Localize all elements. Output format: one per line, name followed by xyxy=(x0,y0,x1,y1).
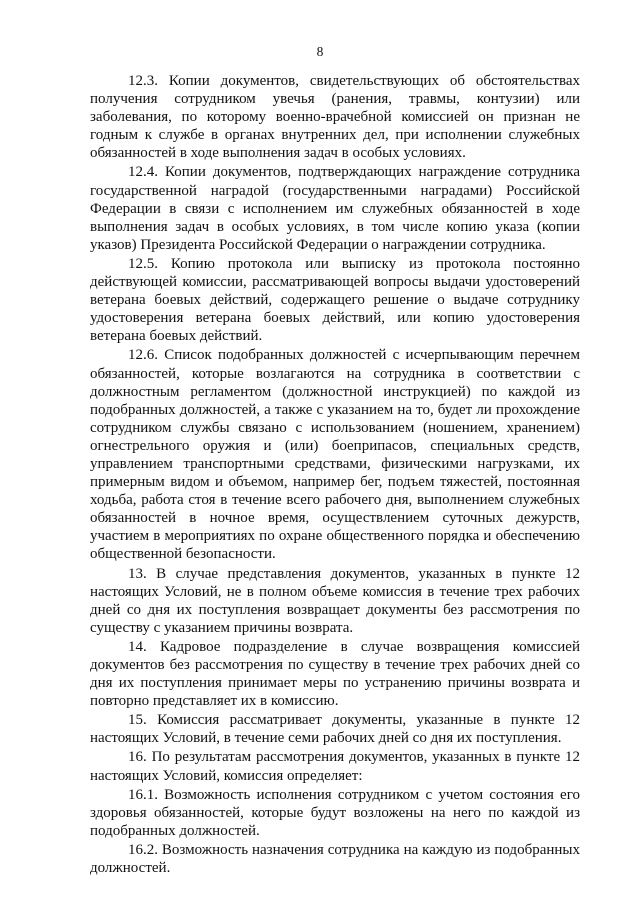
document-body xyxy=(90,72,580,877)
paragraph-16-1: 16.1. Возможность исполнения сотрудником с учетом состояния его здоровья обязанностей, которые будут возложены на него по каждой из подобранных должностей. xyxy=(90,786,580,839)
paragraph-12-3: 12.3. Копии документов, свидетельствующих об обстоятельствах получения сотрудником увечья (ранения, травмы, контузии) или заболевания, по которому военно-врачебной комиссией он признан не годным к службе в органах внутренних дел, при исполнении служебных обязанностей в ходе выполнения задач в особых условиях. xyxy=(90,73,580,162)
page-number: 8 xyxy=(316,44,324,59)
paragraph-13: 13. В случае представления документов, указанных в пункте 12 настоящих Условий, не в полном объеме комиссия в течение трех рабочих дней со дня их поступления возвращает документы без рассмотрения по существу с указанием причины возврата. xyxy=(90,565,580,636)
paragraph-16: 16. По результатам рассмотрения документов, указанных в пункте 12 настоящих Условий, комиссия определяет: xyxy=(90,749,580,784)
paragraph-12-5: 12.5. Копию протокола или выписку из протокола постоянно действующей комиссии, рассматривающей вопросы выдачи удостоверений ветерана боевых действий, содержащего решение о выдаче сотруднику удостоверения ветерана боевых действий, или копию удостоверения ветерана боевых действий. xyxy=(90,255,580,345)
paragraph-15: 15. Комиссия рассматривает документы, указанные в пункте 12 настоящих Условий, в течение семи рабочих дней со дня их поступления. xyxy=(90,712,580,747)
paragraph-16-2: 16.2. Возможность назначения сотрудника на каждую из подобранных должностей. xyxy=(90,841,580,877)
paragraph-12-4: 12.4. Копии документов, подтверждающих награждение сотрудника государственной наградой (государственными наградами) Российской Федерации в связи с исполнением им служебных обязанностей в ходе выполнения задач в особых условиях, в том числе копию указа (копии указов) Президента Российской Федерации о награждении сотрудника. xyxy=(90,164,580,253)
paragraph-12-6: 12.6. Список подобранных должностей с исчерпывающим перечнем обязанностей, которые возлагаются на сотрудника в соответствии с должностным регламентом (должностной инструкцией) по каждой из подобранных должностей, а также с указанием на то, будет ли прохождение сотрудником службы связано с использованием (ношением, хранением) огнестрельного оружия и (или) боеприпасов, специальных средств, управлением транспортными средствами, физическими нагрузками, их примерным видом и объемом, например бег, подъем тяжестей, постоянная ходьба, работа стоя в течение всего рабочего дня, выполнением служебных обязанностей в ночное время, осуществлением суточных дежурств, участием в мероприятиях по охране общественного порядка и обеспечению общественной безопасности. xyxy=(90,347,580,563)
paragraph-14: 14. Кадровое подразделение в случае возвращения комиссией документов без рассмотрения по существу в течение трех рабочих дней со дня их поступления принимает меры по устранению причины возврата и повторно представляет их в комиссию. xyxy=(90,638,580,710)
